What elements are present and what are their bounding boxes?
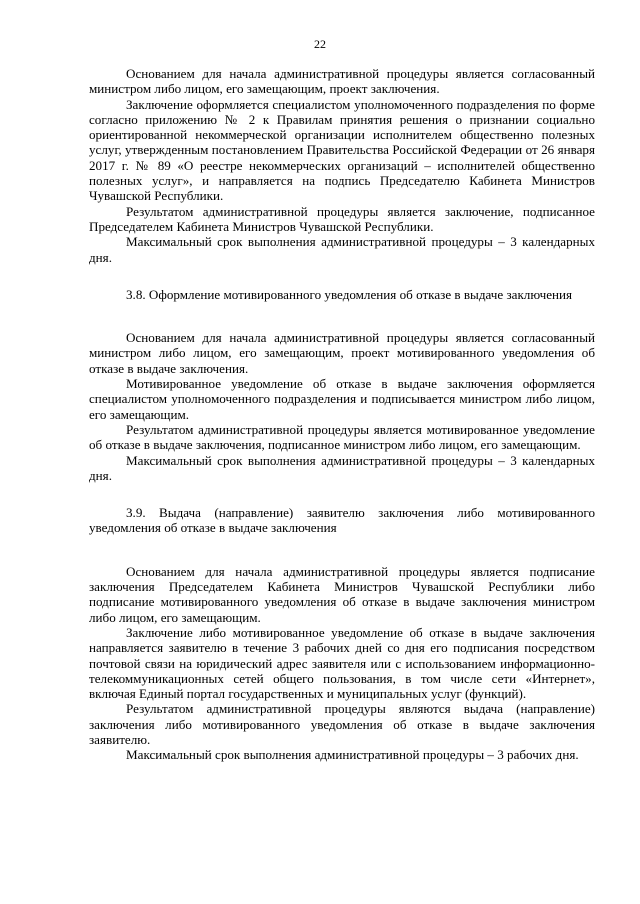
paragraph: Результатом административной процедуры является заключение, подписанное Председателем Кабинета Министров Чувашской Республики. bbox=[89, 203, 595, 234]
paragraph: Максимальный срок выполнения административной процедуры – 3 рабочих дня. bbox=[126, 747, 579, 763]
document-body bbox=[89, 66, 595, 763]
paragraph: Результатом административной процедуры является мотивированное уведомление об отказе в выдаче заключения, подписанное министром либо лицом, его замещающим. bbox=[89, 421, 595, 453]
section-heading-3-8: 3.8. Оформление мотивированного уведомления об отказе в выдаче заключения bbox=[126, 286, 573, 302]
paragraph: Максимальный срок выполнения административной процедуры – 3 календарных дня. bbox=[89, 452, 595, 483]
page-number: 22 bbox=[314, 37, 326, 51]
paragraph: Основанием для начала административной процедуры является согласованный министром либо лицом, его замещающим, проект мотивированного уведомления об отказе в выдаче заключения. bbox=[89, 330, 595, 376]
paragraph: Результатом административной процедуры являются выдача (направление) заключения либо мотивированного уведомления об отказе в выдаче заключения заявителю. bbox=[89, 701, 595, 747]
paragraph: Максимальный срок выполнения административной процедуры – 3 календарных дня. bbox=[89, 234, 595, 265]
section-heading-3-9: 3.9. Выдача (направление) заявителю заключения либо мотивированного уведомления об отказе в выдаче заключения bbox=[89, 505, 595, 536]
paragraph: Заключение либо мотивированное уведомление об отказе в выдаче заключения направляется заявителю в течение 3 рабочих дней со дня его подписания посредством почтовой связи на юридический адрес заявителя или с использованием информационно-телекоммуникационных сетей общего пользования, в том числе сети «Интернет», включая Единый портал государственных и муниципальных услуг (функций). bbox=[89, 624, 595, 702]
paragraph: Мотивированное уведомление об отказе в выдаче заключения оформляется специалистом уполномоченного подразделения и подписывается министром либо лицом, его замещающим. bbox=[89, 376, 595, 422]
paragraph: Заключение оформляется специалистом уполномоченного подразделения по форме согласно приложению № 2 к Правилам принятия решения о признании социально ориентированной некоммерческой организации исполнителем общественно полезных услуг, утвержденным постановлением Правительства Российской Федерации от 26 января 2017 г. № 89 «О реестре некоммерческих организаций – исполнителей общественно полезных услуг», и направляется на подпись Председателю Кабинета Министров Чувашской Республики. bbox=[89, 96, 595, 204]
paragraph: Основанием для начала административной процедуры является согласованный министром либо лицом, его замещающим, проект заключения. bbox=[89, 66, 595, 97]
paragraph: Основанием для начала административной процедуры является подписание заключения Председателем Кабинета Министров Чувашской Республики либо подписание мотивированного уведомления об отказе в выдаче заключения министром либо лицом, его замещающим. bbox=[89, 563, 595, 625]
